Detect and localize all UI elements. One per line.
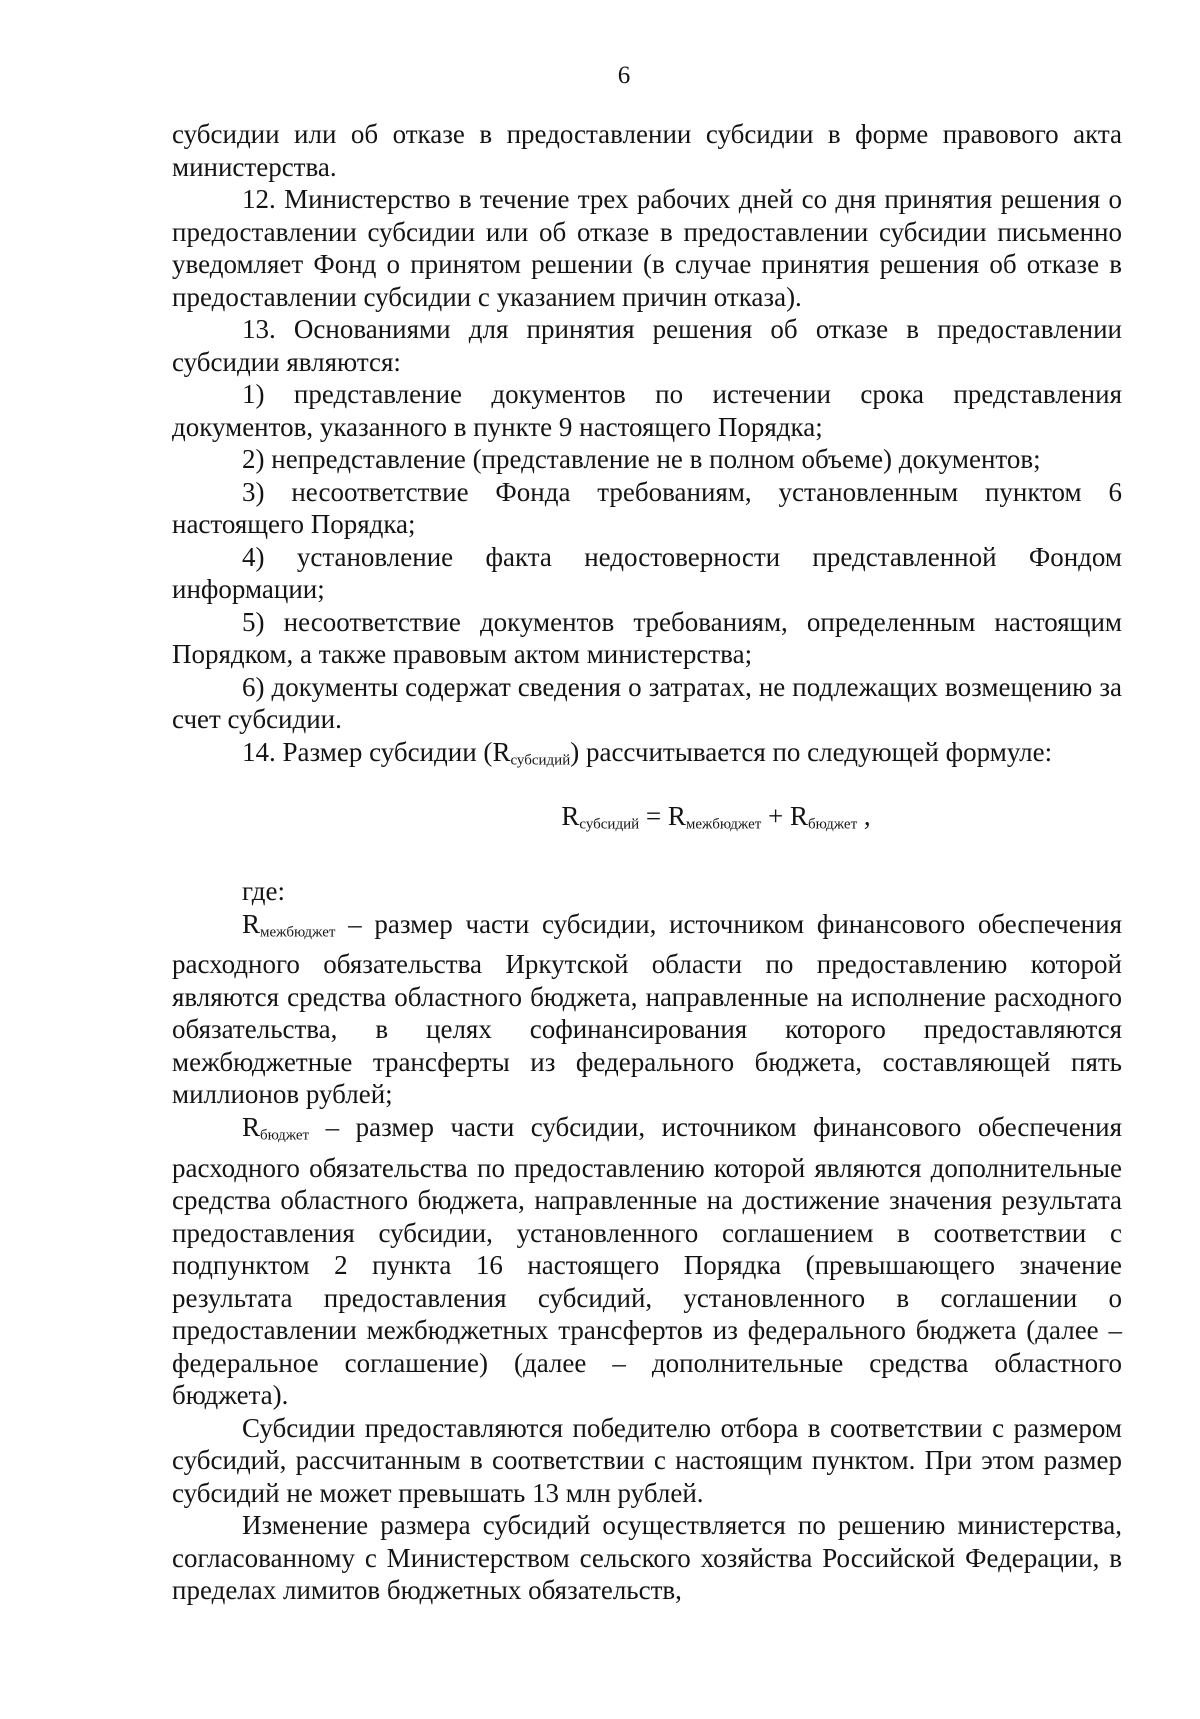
page-number: 6 <box>617 62 631 89</box>
formula-r-inter: R <box>667 801 686 832</box>
paragraph-continuation: субсидии или об отказе в предоставлении субсидии в форме правового акта министерства. <box>172 119 1122 182</box>
symbol-r-subscript: субсидий <box>510 751 571 768</box>
where-label: где: <box>242 876 285 907</box>
list-item-5: 5) несоответствие документов требованиям, определенным настоящим Порядком, а также правовым актом министерства; <box>172 606 1122 669</box>
list-item-3: 3) несоответствие Фонда требованиям, установленным пунктом 6 настоящего Порядка; <box>172 476 1122 539</box>
list-item-2: 2) непредставление (представление не в полном объеме) документов; <box>242 444 1041 474</box>
symbol-r-letter: R <box>492 736 511 767</box>
formula-r-total: R <box>561 801 580 832</box>
paragraph-item-13: 13. Основаниями для принятия решения об отказе в предоставлении субсидии являются: <box>172 314 1122 377</box>
formula-r-budget: R <box>790 801 809 832</box>
definition-r-letter: R <box>242 908 261 939</box>
formula-sub-inter: межбюджет <box>685 816 762 833</box>
paragraph-item-14 <box>172 736 1122 777</box>
formula-spacing <box>172 867 1122 875</box>
formula-plus: + <box>761 801 791 832</box>
formula-equals: = <box>639 801 668 832</box>
document-body <box>172 118 1122 1607</box>
definition-r-letter: R <box>242 1111 261 1142</box>
paragraph-subsidy-change: Изменение размера субсидий осуществляется по решению министерства, согласованному с Министерством сельского хозяйства Российской Федерации, в пределах лимитов бюджетных обязательств, <box>172 1510 1122 1606</box>
definition-r-interbudget <box>172 908 1122 1111</box>
list-item-4: 4) установление факта недостоверности представленной Фондом информации; <box>172 541 1122 604</box>
definition-symbol-budget <box>242 1112 309 1142</box>
definition-r-budget <box>172 1111 1122 1412</box>
item-14-text-end: ) рассчитывается по следующей формуле: <box>570 736 1053 767</box>
paragraph-subsidy-amount: Субсидии предоставляются победителю отбора в соответствии с размером субсидий, рассчитанным в соответствии с настоящим пунктом. При этом размер субсидий не может превышать 13 млн рублей. <box>172 1412 1122 1508</box>
formula <box>172 800 1122 841</box>
definition-symbol-inter <box>242 909 335 939</box>
paragraph-item-12: 12. Министерство в течение трех рабочих дней со дня принятия решения о предоставлении субсидии или об отказе в предоставлении субсидии письменно уведомляет Фонд о принятом решении (в случае принятия решения об отказе в предоставлении субсидии с указанием причин отказа). <box>172 184 1122 312</box>
formula-sub-budget: бюджет <box>808 816 858 833</box>
formula-sub-total: субсидий <box>579 816 640 833</box>
definition-subscript: бюджет <box>260 1127 310 1144</box>
list-item-1: 1) представление документов по истечении срока представления документов, указанного в пункте 9 настоящего Порядка; <box>172 379 1122 442</box>
definition-text: – размер части субсидии, источником финансового обеспечения расходного обязательства по предоставлению которой являются дополнительные средства областного бюджета, направленные на достижение значения результата предоставления субсидии, установленного соглашением в соответствии с подпунктом 2 пункта 16 настоящего Порядка (превышающего значение результата предоставления субсидий, установленного в соглашении о предоставлении межбюджетных трансфертов из федерального бюджета (далее – федеральное соглашение) (далее – дополнительные средства областного бюджета). <box>172 1111 1123 1411</box>
symbol-r-subsidy <box>492 737 570 767</box>
list-item-6: 6) документы содержат сведения о затратах, не подлежащих возмещению за счет субсидии. <box>172 671 1122 734</box>
definition-text: – размер части субсидии, источником финансового обеспечения расходного обязательства Иркутской области по предоставлению которой являются средства областного бюджета, направленные на исполнение расходного обязательства, в целях софинансирования которого предоставляются межбюджетные трансферты из федерального бюджета, составляющей пять миллионов рублей; <box>172 908 1123 1110</box>
item-14-text-start: 14. Размер субсидии ( <box>242 736 493 767</box>
definition-subscript: межбюджет <box>260 923 336 940</box>
formula-tail: , <box>857 801 871 832</box>
